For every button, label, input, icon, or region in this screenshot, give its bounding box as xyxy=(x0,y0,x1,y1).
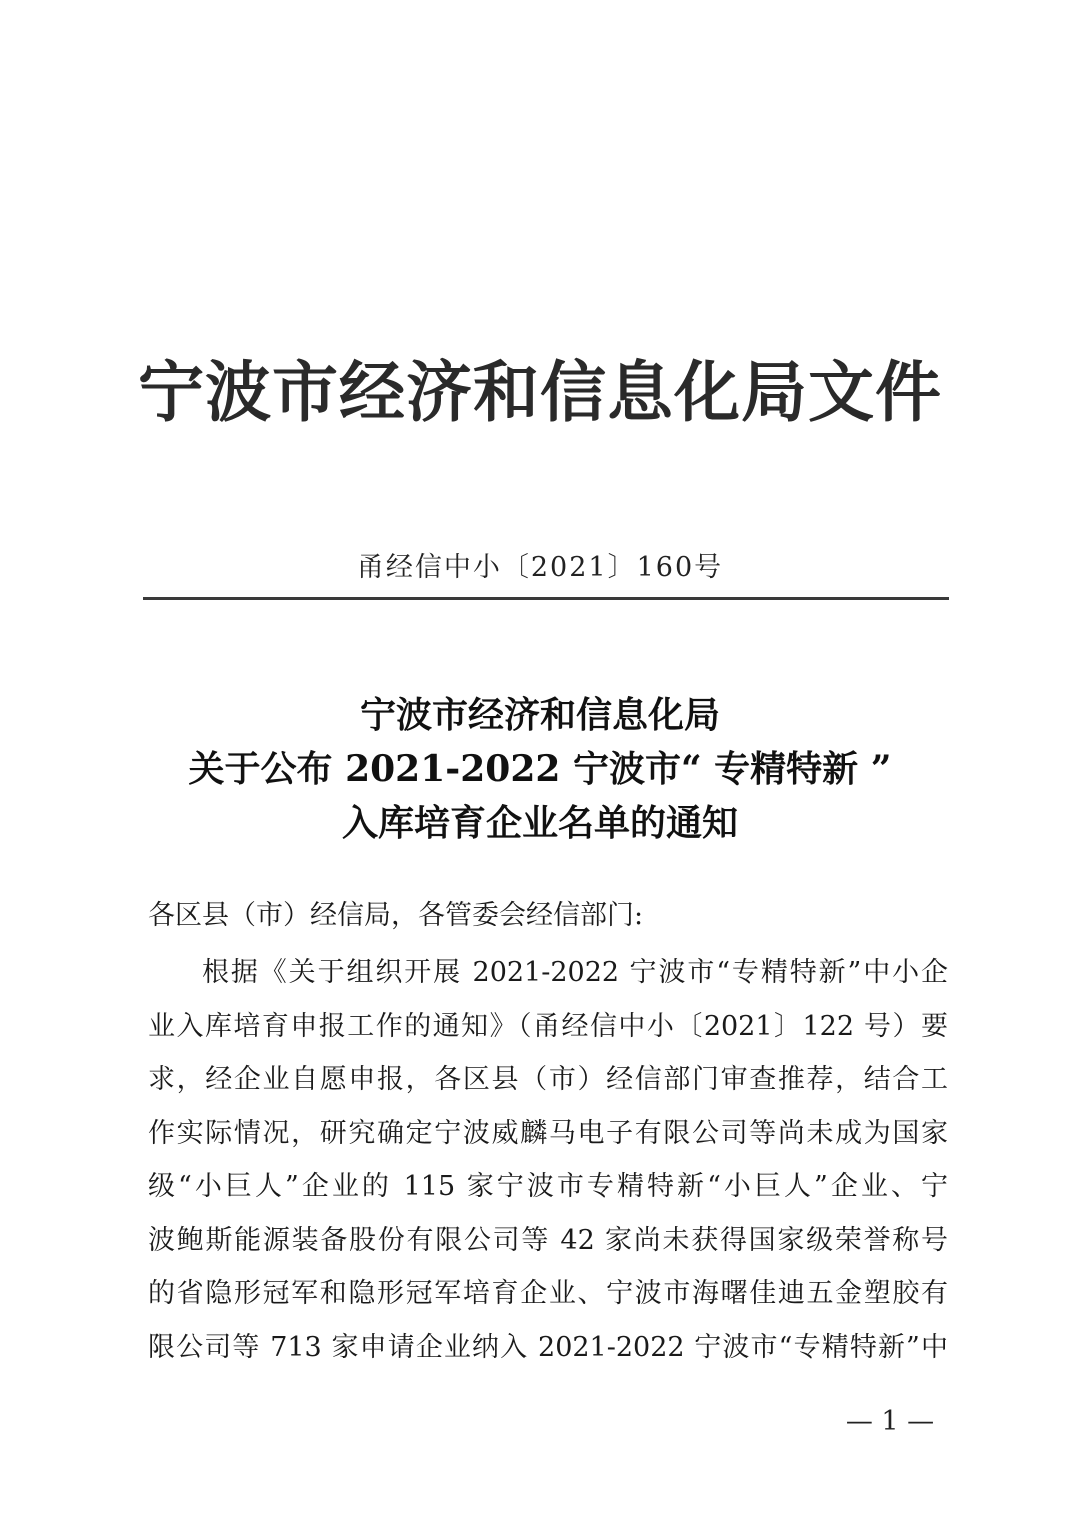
salutation: 各区县（市）经信局，各管委会经信部门: xyxy=(148,900,644,931)
notice-title xyxy=(0,688,1080,850)
header-divider xyxy=(143,597,949,600)
body-line: 限公司等 713 家申请企业纳入 2021-2022 宁波市“专精特新”中 xyxy=(148,1331,948,1363)
title-line: 入库培育企业名单的通知 xyxy=(341,802,738,844)
body-line: 级“小巨人”企业的 115 家宁波市专精特新“小巨人”企业、宁 xyxy=(148,1171,948,1202)
issuer-header: 宁波市经济和信息化局文件 xyxy=(138,353,942,431)
page-number: — 1 — xyxy=(845,1406,935,1437)
body-paragraph xyxy=(148,946,948,1374)
body-line: 波鲍斯能源装备股份有限公司等 42 家尚未获得国家级荣誉称号 xyxy=(148,1224,948,1256)
body-line: 的省隐形冠军和隐形冠军培育企业、宁波市海曙佳迪五金塑胶有 xyxy=(148,1278,948,1309)
body-line: 业入库培育申报工作的通知》（甬经信中小〔2021〕122 号）要 xyxy=(148,1010,948,1042)
body-line: 作实际情况，研究确定宁波威麟马电子有限公司等尚未成为国家 xyxy=(148,1117,948,1149)
title-line: 宁波市经济和信息化局 xyxy=(359,694,720,736)
body-line: 求，经企业自愿申报，各区县（市）经信部门审查推荐，结合工 xyxy=(148,1064,948,1095)
document-number: 甬经信中小〔2021〕160号 xyxy=(356,552,724,583)
body-line: 根据《关于组织开展 2021-2022 宁波市“专精特新”中小企 xyxy=(202,957,948,988)
title-line: 关于公布 2021-2022 宁波市“ 专精特新 ” xyxy=(188,748,892,790)
